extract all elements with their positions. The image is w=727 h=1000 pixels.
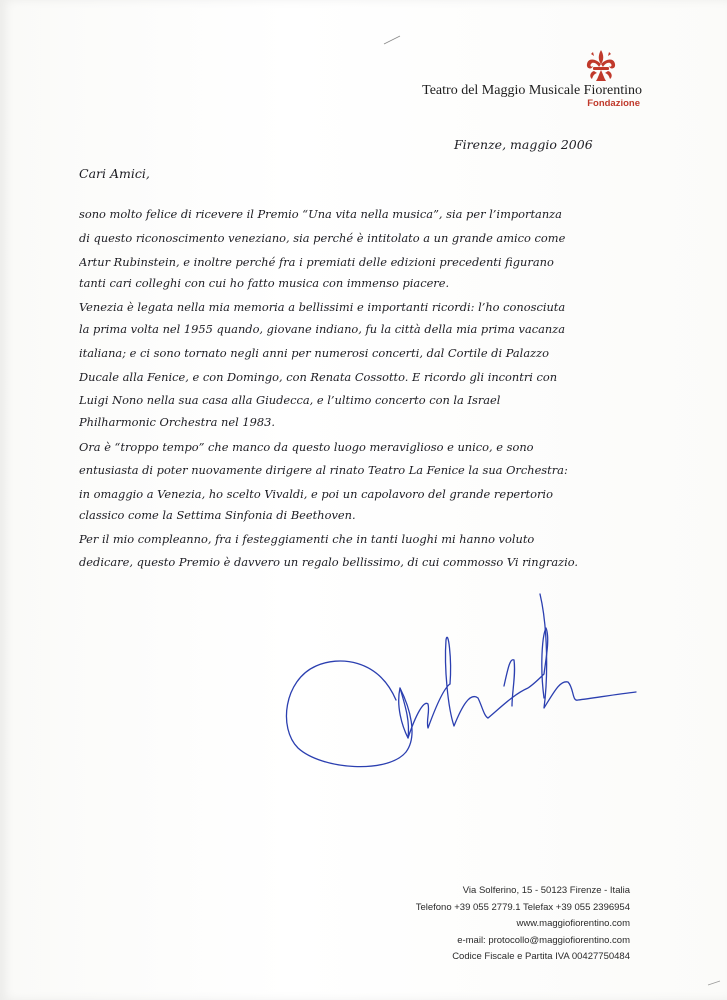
letter-greeting: Cari Amici, (79, 166, 150, 181)
footer-phone: Telefono +39 055 2779.1 Telefax +39 055 2396954 (415, 901, 630, 913)
body-line: classico come la Settima Sinfonia di Beethoven. (79, 508, 356, 522)
handwritten-signature (278, 588, 638, 788)
body-line: italiana; e ci sono tornato negli anni per numerosi concerti, dal Cortile di Palazzo (79, 346, 549, 360)
body-line: Ducale alla Fenice, e con Domingo, con Renata Cossotto. E ricordo gli incontri con (79, 370, 558, 384)
footer-email: e-mail: protocollo@maggiofiorentino.com (457, 934, 630, 946)
body-line: in omaggio a Venezia, ho scelto Vivaldi, e poi un capolavoro del grande repertorio (79, 487, 553, 501)
florentine-lily-logo (584, 48, 618, 84)
footer-tax-id: Codice Fiscale e Partita IVA 00427750484 (452, 951, 630, 963)
body-line: Venezia è legata nella mia memoria a bellissimi e importanti ricordi: l’ho conosciuta (79, 300, 566, 314)
footer-website: www.maggiofiorentino.com (516, 918, 630, 930)
body-line: Philharmonic Orchestra nel 1983. (79, 415, 275, 429)
letterhead-subtitle: Fondazione (587, 98, 640, 109)
body-line: dedicare, questo Premio è davvero un regalo bellissimo, di cui commosso Vi ringrazio. (79, 555, 579, 569)
letter-date: Firenze, maggio 2006 (454, 137, 593, 152)
pen-mark (383, 35, 401, 45)
footer-contacts (330, 883, 630, 966)
letterhead-name: Teatro del Maggio Musicale Fiorentino (422, 83, 642, 98)
body-line: Ora è “troppo tempo” che manco da questo luogo meraviglioso e unico, e sono (79, 440, 534, 454)
body-line: sono molto felice di ricevere il Premio “Una vita nella musica”, sia per l’importanza (79, 207, 562, 221)
footer-address: Via Solferino, 15 - 50123 Firenze - Italia (462, 885, 630, 896)
body-line: la prima volta nel 1955 quando, giovane indiano, fu la città della mia prima vacanza (79, 322, 566, 336)
body-line: Artur Rubinstein, e inoltre perché fra i premiati delle edizioni precedenti figurano (79, 255, 554, 269)
body-line: entusiasta di poter nuovamente dirigere al rinato Teatro La Fenice la sua Orchestra: (79, 463, 568, 477)
body-line: Luigi Nono nella sua casa alla Giudecca, e l’ultimo concerto con la Israel (79, 393, 501, 407)
body-line: Per il mio compleanno, fra i festeggiamenti che in tanti luoghi mi hanno voluto (79, 532, 535, 546)
corner-mark (707, 980, 721, 986)
body-line: di questo riconoscimento veneziano, sia perché è intitolato a un grande amico come (79, 231, 566, 245)
body-line: tanti cari colleghi con cui ho fatto musica con immenso piacere. (79, 276, 450, 290)
